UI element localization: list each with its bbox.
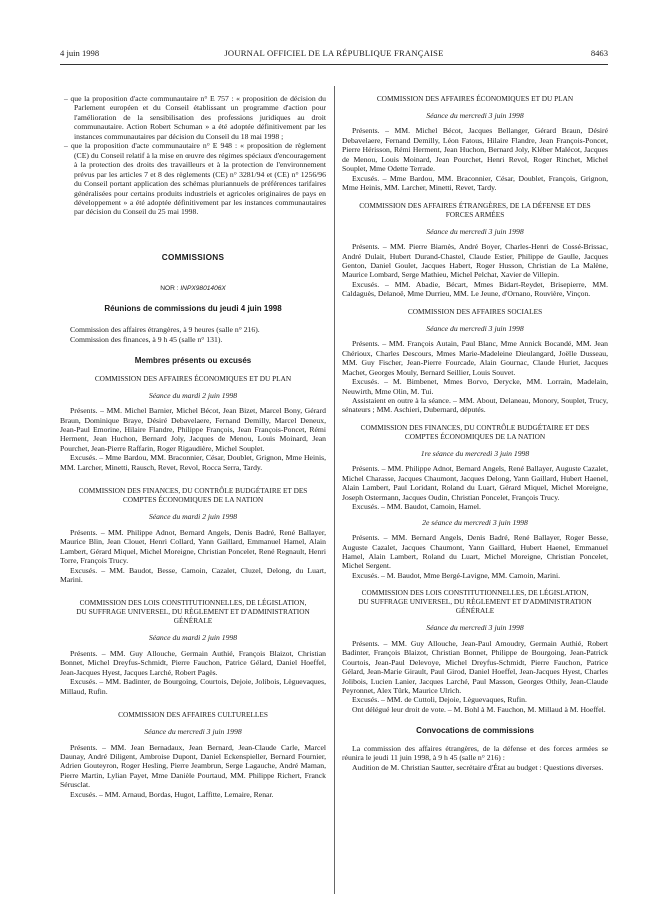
c2-excuses: Excusés. – MM. Baudot, Besse, Camoin, Cazalet, Cluzel, Delong, du Luart, Marini. — [60, 565, 326, 584]
nor-code: INPX9801406X — [180, 285, 226, 293]
c2-seance: Séance du mardi 2 juin 1998 — [148, 512, 238, 522]
c6-title: COMMISSION DES AFFAIRES ÉTRANGÈRES, DE LA DÉFENSE ET DES FORCES ARMÉES — [359, 200, 591, 219]
meeting-finances: Commission des finances, à 9 h 45 (salle n° 131). — [70, 334, 223, 344]
c8-presents-2: Présents. – MM. Bernard Angels, Denis Badré, René Ballayer, Roger Besse, Auguste Cazalet, Jacques Chaumont, Yann Gaillard, Hubert Haenel, Emmanuel Hamel, Alain Lambert, Roland du Luart, Michel Moreigne, Christian Poncelet, Michel Sergent. — [342, 533, 608, 571]
c8-presents-1: Présents. – MM. Philippe Adnot, Bernard Angels, René Ballayer, Auguste Cazalet, Michel Charasse, Jacques Chaumont, Jacques Delong, Yann Gaillard, Hubert Haenel, Alain Lambert, Paul Loridant, Roland du Luart, Gérard Miquel, Michel Moreigne, Joseph Ostermann, Jacques Oudin, Christian Poncelet, François Trucy. — [342, 464, 608, 502]
header-page-number: 8463 — [590, 48, 608, 58]
c9-delegue: Ont délégué leur droit de vote. – M. Bohl à M. Fauchon, M. Millaud à M. Hoeffel. — [352, 704, 606, 714]
header-date: 4 juin 1998 — [60, 48, 100, 58]
section-title-commissions: COMMISSIONS — [161, 252, 225, 262]
c5-seance: Séance du mercredi 3 juin 1998 — [426, 111, 524, 120]
header-rule — [60, 64, 608, 65]
c4-excuses: Excusés. – MM. Arnaud, Bordas, Hugot, Laffitte, Lemaire, Renar. — [70, 789, 274, 799]
c1-excuses: Excusés. – Mme Bardou, MM. Braconnier, César, Doublet, Grignon, Mme Heinis, MM. Larcher, Minetti, Rausch, Revet, Revol, Rocca Serra, Tardy. — [60, 453, 326, 472]
c3-excuses: Excusés. – MM. Badinter, de Bourgoing, Courtois, Dejoie, Jolibois, Lèguevaques, Millaud, Rufin. — [60, 677, 326, 696]
c6-presents: Présents. – MM. Pierre Biarnès, André Boyer, Charles-Henri de Cossé-Brissac, André Dulait, Hubert Durand-Chastel, Claude Estier, Philippe de Gaulle, Jacques Genton, Daniel Goulet, Jacques Habert, Roger Husson, Christian de La Malène, Maurice Lombard, Serge Mathieu, Michel Pelchat, Xavier de Villepin. — [342, 242, 608, 280]
c9-presents: Présents. – MM. Guy Allouche, Jean-Paul Amoudry, Germain Authié, Robert Badinter, François Blaizot, Christian Bonnet, Philippe de Bourgoing, Jean-Patrick Courtois, Jean-Paul Delevoye, Michel Dreyfus-Schmidt, Pierre Fauchon, Patrice Gélard, Jean-Marie Girault, Paul Girod, Daniel Hoeffel, Jean-Jacques Hyest, Charles Jolibois, Lucien Lanier, Jacques Larché, Paul Masson, Georges Othily, Jean-Claude Peyronnet, Alex Türk, Maurice Ulrich. — [342, 638, 608, 696]
c4-presents: Présents. – MM. Jean Bernadaux, Jean Bernard, Jean-Claude Carle, Marcel Daunay, André Diligent, Ambroise Dupont, Daniel Eckenspieller, Bernard Fournier, Adrien Gouteyron, Roger Hesling, Pierre Jeambrun, Serge Lagauche, André Maman, Pierre Martin, Lylian Payet, Mme Danièle Pourtaud, MM. Philippe Richert, Franck Sérusclat. — [60, 742, 326, 790]
c8-excuses-1: Excusés. – MM. Baudot, Camoin, Hamel. — [352, 502, 481, 512]
header-title: JOURNAL OFFICIEL DE LA RÉPUBLIQUE FRANÇAISE — [224, 48, 444, 58]
membres-title: Membres présents ou excusés — [134, 356, 252, 366]
c3-presents: Présents. – MM. Guy Allouche, Germain Authié, François Blaizot, Christian Bonnet, Michel Dreyfus-Schmidt, Pierre Fauchon, Patrice Gélard, Daniel Hoeffel, Jean-Jacques Hyest, Jacques Larché, Robert Pagès. — [60, 648, 326, 677]
c4-title: COMMISSION DES AFFAIRES CULTURELLES — [118, 710, 268, 720]
c2-title: COMMISSION DES FINANCES, DU CONTRÔLE BUDGÉTAIRE ET DES COMPTES ÉCONOMIQUES DE LA NATION — [78, 486, 308, 505]
c3-seance: Séance du mardi 2 juin 1998 — [148, 633, 238, 643]
c1-title: COMMISSION DES AFFAIRES ÉCONOMIQUES ET DU PLAN — [94, 373, 292, 383]
column-separator — [334, 86, 335, 894]
c1-seance: Séance du mardi 2 juin 1998 — [148, 390, 238, 400]
c5-presents: Présents. – MM. Michel Bécot, Jacques Bellanger, Gérard Braun, Désiré Debavelaere, Fernand Demilly, Léon Fatous, Hilaire Flandre, Jean François-Poncet, Pierre Hérisson, Rémi Herment, Jean Huchon, Bernard Joly, Kléber Malécot, Jacques de Menou, Louis Moinard, Jean Pourchet, Henri Revol, Roger Rinchet, Michel Souplet, Mme Odette Terrade. — [342, 126, 608, 174]
convocations-title: Convocations de commissions — [416, 726, 534, 736]
c8-excuses-2: Excusés. – M. Baudot, Mme Bergé-Lavigne, MM. Camoin, Marini. — [352, 570, 561, 580]
meeting-affaires-etrangeres: Commission des affaires étrangères, à 9 heures (salle n° 216). — [70, 325, 260, 335]
left-column — [60, 94, 326, 799]
c8-seance-2: 2e séance du mercredi 3 juin 1998 — [422, 517, 528, 527]
convocation-text: La commission des affaires étrangères, de la défense et des forces armées se réunira le jeudi 11 juin 1998, à 9 h 45 (salle n° 216) : — [342, 743, 608, 763]
c9-excuses: Excusés. – MM. de Cuttoli, Dejoie, Lèguevaques, Rufin. — [352, 695, 527, 705]
c9-title: COMMISSION DES LOIS CONSTITUTIONNELLES, DE LÉGISLATION, DU SUFFRAGE UNIVERSEL, DU RÈGLEMENT ET D'ADMINISTRATION GÉNÉRALE — [358, 588, 592, 616]
convocation-audition: Audition de M. Christian Sautter, secrétaire d'État au budget : Questions diverses. — [352, 762, 604, 772]
c7-excuses: Excusés. – M. Bimbenet, Mmes Borvo, Derycke, MM. Lorrain, Madelain, Neuwirth, Mme Olin, M. Tui. — [342, 377, 608, 396]
c9-seance: Séance du mercredi 3 juin 1998 — [426, 623, 524, 633]
right-column — [342, 94, 608, 772]
c8-seance-1: 1re séance du mercredi 3 juin 1998 — [420, 448, 530, 458]
c2-presents: Présents. – MM. Philippe Adnot, Bernard Angels, Denis Badré, René Ballayer, Maurice Blin, Jean Clouet, Henri Collard, Yann Gaillard, Emmanuel Hamel, Alain Lambert, Gérard Miquel, Michel Moreigne, Christian Poncelet, René Regnault, Henri Torre, François Trucy. — [60, 527, 326, 566]
c5-excuses: Excusés. – Mme Bardou, MM. Braconnier, César, Doublet, François, Grignon, Mme Heinis, MM. Larcher, Minetti, Revet, Tardy. — [342, 173, 608, 193]
c3-title: COMMISSION DES LOIS CONSTITUTIONNELLES, DE LÉGISLATION, DU SUFFRAGE UNIVERSEL, DU RÈGLEMENT ET D'ADMINISTRATION GÉNÉRALE — [76, 598, 310, 626]
reunions-title: Réunions de commissions du jeudi 4 juin 1998 — [104, 303, 282, 313]
bullet-e948: – que la proposition d'acte communautaire n° E 948 : « proposition de règlement (CE) du Conseil relatif à la mise en œuvre des régimes spéciaux d'encouragement à la protection des droits des travailleurs et à la protection de l'environnement prévus par les articles 7 et 8 des règlements (CE) n° 3281/94 et (CE) n° 1256/96 du Conseil portant application des schémas pluriannuels de préférences tarifaires généralisées pour certains produits industriels et agricoles originaires de pays en développement » a été adoptée définitivement par les instances communautaires par décision du Conseil du 25 mai 1998. — [64, 141, 326, 217]
c6-seance: Séance du mercredi 3 juin 1998 — [426, 226, 524, 236]
c6-excuses: Excusés. – MM. Abadie, Bécart, Mmes Bidart-Reydet, Brisepierre, MM. Caldaguès, Delanoë, Mme Durrieu, MM. Le Jeune, d'Ornano, Rouvière, Vinçon. — [342, 279, 608, 299]
page-header — [60, 48, 608, 62]
nor-label: NOR : — [160, 285, 181, 293]
nor-reference — [60, 284, 326, 293]
c7-assistaient: Assistaient en outre à la séance. – MM. About, Delaneau, Monory, Souplet, Trucy, sénateurs ; MM. Aschieri, Dubernard, députés. — [342, 395, 608, 415]
c7-title: COMMISSION DES AFFAIRES SOCIALES — [407, 306, 543, 316]
c7-seance: Séance du mercredi 3 juin 1998 — [426, 323, 524, 333]
c7-presents: Présents. – MM. François Autain, Paul Blanc, Mme Annick Bocandé, MM. Jean Chérioux, Charles Descours, Mmes Marie-Madeleine Dieulangard, Joëlle Dusseau, MM. Guy Fischer, Jean-Pierre Fourcade, Alain Gournac, Claude Huriet, Jacques Machet, Georges Mouly, Bernard Seillier, Louis Souvet. — [342, 339, 608, 377]
c8-title: COMMISSION DES FINANCES, DU CONTRÔLE BUDGÉTAIRE ET DES COMPTES ÉCONOMIQUES DE LA NATION — [360, 422, 590, 441]
c4-seance: Séance du mercredi 3 juin 1998 — [144, 727, 242, 737]
bullet-e757: – que la proposition d'acte communautaire n° E 757 : « proposition de décision du Parlement européen et du Conseil établissant un programme d'action pour l'amélioration de la sensibilisation des professions juridiques au droit communautaire. Action Robert Schuman » a été adoptée définitivement par les instances communautaires par décision du Conseil du 18 mai 1998 ; — [64, 94, 326, 141]
c5-title: COMMISSION DES AFFAIRES ÉCONOMIQUES ET DU PLAN — [376, 94, 574, 103]
c1-presents: Présents. – MM. Michel Barnier, Michel Bécot, Jean Bizet, Marcel Bony, Gérard Braun, Dominique Braye, Désiré Debavelaere, Fernand Demilly, Marcel Deneux, Jean-Paul Emorine, Hilaire Flandre, Philippe François, Jean François-Poncet, Rémi Herment, Jean Huchon, Bernard Joly, Jacques de Menou, Louis Moinard, Jean Pourchet, Jean-Pierre Raffarin, Roger Rigaudière, Michel Souplet. — [60, 406, 326, 453]
